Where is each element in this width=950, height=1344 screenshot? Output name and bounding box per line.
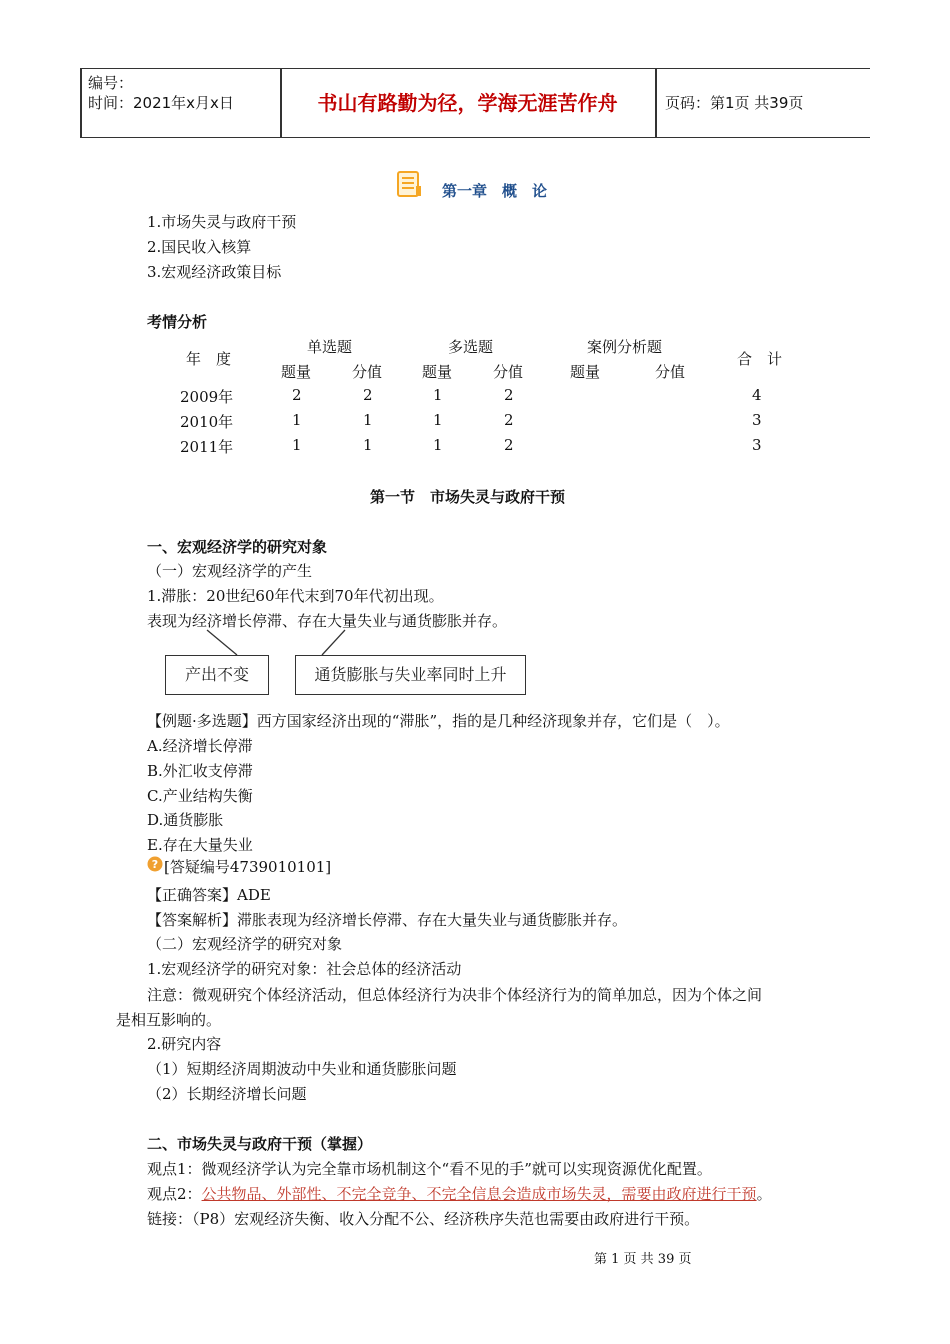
table-cell: 1 [433,411,443,429]
outline-item: 2.国民收入核算 [147,238,252,256]
table-cell: 1 [363,411,373,429]
paragraph: 2.研究内容 [147,1035,222,1053]
paragraph: 表现为经济增长停滞、存在大量失业与通货膨胀并存。 [147,612,508,630]
subheading: （一）宏观经济学的产生 [147,562,313,580]
option-item: C.产业结构失衡 [147,787,253,805]
note-line: 注意：微观研究个体经济活动，但总体经济行为决非个体经济行为的简单加总，因为个体之间 [147,986,763,1004]
paragraph: 链接：（P8）宏观经济失衡、收入分配不公、经济秩序失范也需要由政府进行干预。 [147,1210,700,1228]
view2-suffix: 。 [756,1185,772,1203]
question-icon[interactable] [147,856,163,872]
sub-header: 分值 [493,363,524,381]
diagram-box-inflation: 通货膨胀与失业率同时上升 [295,655,526,695]
table-cell: 1 [433,436,443,454]
sub-header: 分值 [352,363,383,381]
paragraph-view2 [147,1183,772,1204]
diagram-box-output: 产出不变 [165,655,269,695]
subheading: （二）宏观经济学的研究对象 [147,935,343,953]
number-label: 编号： [88,74,134,92]
outline-item: 1.市场失灵与政府干预 [147,213,297,231]
list-item: （1）短期经济周期波动中失业和通货膨胀问题 [147,1060,457,1078]
sub-header: 题量 [422,363,453,381]
sub-header: 题量 [570,363,601,381]
table-cell-total: 4 [752,386,762,404]
table-cell: 2 [504,436,514,454]
sub-header: 分值 [655,363,686,381]
paragraph: 观点1：微观经济学认为完全靠市场机制这个“看不见的手”就可以实现资源优化配置。 [147,1160,712,1178]
group-header: 案例分析题 [587,338,663,356]
exam-analysis-heading: 考情分析 [147,313,208,331]
table-cell: 1 [363,436,373,454]
chapter-title: 第一章 概 论 [442,182,548,200]
table-cell: 1 [292,411,302,429]
correct-answer: 【正确答案】ADE [147,886,271,904]
table-cell-year: 2010年 [180,413,234,431]
option-item: E.存在大量失业 [147,836,253,854]
example-question: 【例题·多选题】西方国家经济出现的“滞胀”，指的是几种经济现象并存，它们是（ ）。 [147,712,730,730]
answer-analysis: 【答案解析】滞胀表现为经济增长停滞、存在大量失业与通货膨胀并存。 [147,911,628,929]
qa-id[interactable]: [答疑编号4739010101] [164,858,332,876]
page-info: 页码：第1页 共39页 [665,94,804,112]
part1-heading: 一、宏观经济学的研究对象 [147,538,328,556]
table-cell-total: 3 [752,411,762,429]
year-header: 年 度 [186,350,232,368]
time-label: 时间：2021年x月x日 [88,94,234,112]
list-item: （2）长期经济增长问题 [147,1085,307,1103]
group-header: 多选题 [448,338,494,356]
table-cell-year: 2011年 [180,438,234,456]
sub-header: 题量 [281,363,312,381]
page-footer: 第 1 页 共 39 页 [594,1252,692,1267]
option-item: B.外汇收支停滞 [147,762,253,780]
option-item: D.通货膨胀 [147,811,224,829]
table-cell: 2 [363,386,373,404]
section-title: 第一节 市场失灵与政府干预 [370,488,566,506]
option-item: A.经济增长停滞 [147,737,253,755]
part2-heading: 二、市场失灵与政府干预（掌握） [147,1135,373,1153]
view2-highlight: 公共物品、外部性、不完全竞争、不完全信息会造成市场失灵，需要由政府进行干预 [201,1185,757,1203]
table-cell: 2 [504,411,514,429]
table-cell: 2 [504,386,514,404]
paragraph: 1.宏观经济学的研究对象：社会总体的经济活动 [147,960,462,978]
svg-text:?: ? [151,858,159,871]
table-cell-total: 3 [752,436,762,454]
table-cell: 2 [292,386,302,404]
paragraph: 1.滞胀：20世纪60年代末到70年代初出现。 [147,587,444,605]
motto: 书山有路勤为径，学海无涯苦作舟 [317,91,618,115]
table-cell: 1 [433,386,443,404]
table-cell-year: 2009年 [180,388,234,406]
total-header: 合 计 [737,350,783,368]
note-line: 是相互影响的。 [116,1011,222,1029]
view2-prefix: 观点2： [147,1185,202,1203]
table-cell: 1 [292,436,302,454]
outline-item: 3.宏观经济政策目标 [147,263,282,281]
group-header: 单选题 [307,338,353,356]
